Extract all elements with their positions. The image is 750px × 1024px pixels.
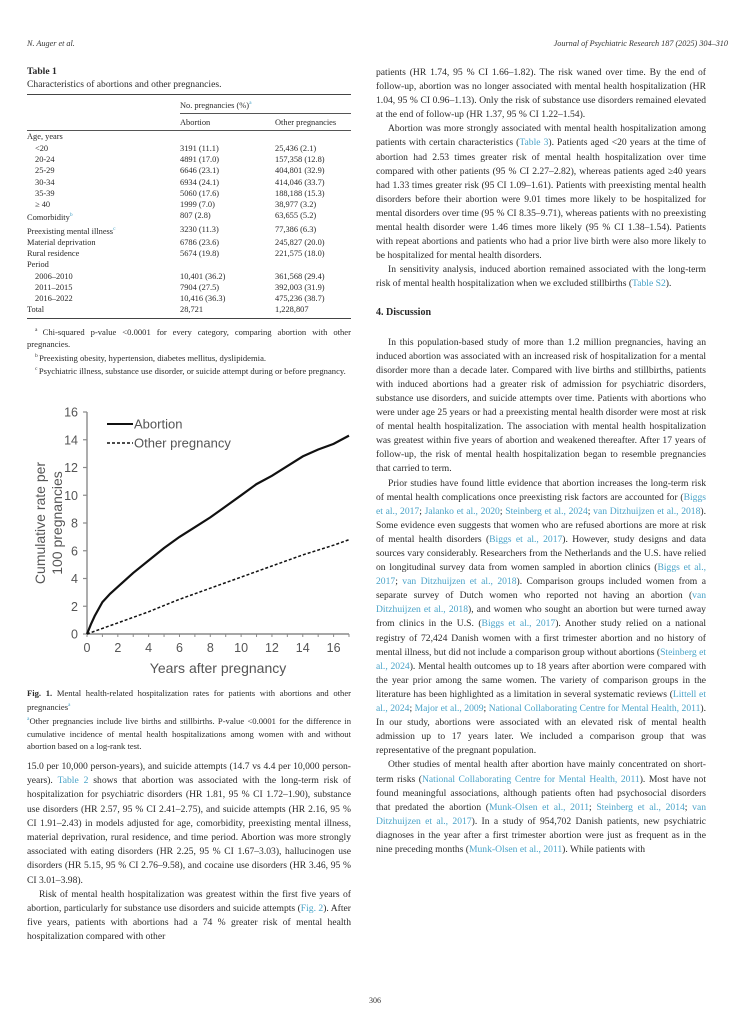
paragraph xyxy=(376,122,706,263)
abortion-value: 4891 (17.0) xyxy=(180,154,220,164)
row-label: Material deprivation xyxy=(27,237,96,247)
paragraph-text: ). xyxy=(665,278,672,290)
y-axis-label: 100 pregnancies xyxy=(49,471,65,575)
footnote-marker[interactable]: b xyxy=(69,212,73,219)
paragraph-text: ; xyxy=(409,703,415,715)
table-label: Table 1 xyxy=(27,66,57,77)
table-caption: Characteristics of abortions and other pregnancies. xyxy=(27,79,222,90)
table-row xyxy=(27,271,351,282)
citation-link[interactable]: Major et al., 2009 xyxy=(414,703,484,715)
abortion-value xyxy=(180,259,275,270)
citation-link[interactable]: van Ditzhuijzen et al., 2017 xyxy=(376,801,706,827)
y-tick-label: 4 xyxy=(71,572,78,586)
section-heading-discussion: 4. Discussion xyxy=(376,306,432,318)
other-value: 361,568 (29.4) xyxy=(275,271,325,281)
table-row xyxy=(27,237,351,248)
paragraph-text: Risk of mental health hospitalization was greatest within the first five years of abortion, particularly for substance use disorders and suicide attempts ( xyxy=(27,888,351,915)
citation-link[interactable]: Steinberg et al., 2014 xyxy=(596,801,685,813)
citation-link[interactable]: Biggs et al., 2017 xyxy=(481,618,556,630)
other-value: 221,575 (18.0) xyxy=(275,248,325,258)
other-value: 245,827 (20.0) xyxy=(275,237,325,247)
abortion-value: 3230 (11.3) xyxy=(180,224,219,234)
paragraph xyxy=(376,758,706,857)
other-value: 157,358 (12.8) xyxy=(275,154,325,164)
y-tick-label: 14 xyxy=(64,433,78,448)
table-row xyxy=(27,188,351,199)
abortion-value: 7904 (27.5) xyxy=(180,282,220,292)
figure-title: Mental health-related hospitalization rates for patients with abortions and other pregnancies xyxy=(27,688,351,713)
row-label: 20-24 xyxy=(35,154,55,164)
paragraph-text: ). Some evidence even suggests that women who are refused abortions are more at risk of mental health disorders ( xyxy=(376,505,706,545)
y-tick-label: 8 xyxy=(71,516,78,531)
y-tick-label: 16 xyxy=(64,405,78,420)
other-value: 38,977 (3.2) xyxy=(275,200,317,210)
abortion-value: 6934 (24.1) xyxy=(180,177,220,187)
citation-link[interactable]: Table 3 xyxy=(519,137,549,149)
other-value: 1,228,807 xyxy=(275,304,351,318)
table-header-abortion: Abortion xyxy=(180,114,275,131)
y-tick-label: 2 xyxy=(71,599,78,614)
other-value xyxy=(275,259,351,270)
table-row xyxy=(27,199,351,210)
table-row xyxy=(27,177,351,188)
paragraph-text: Other studies of mental health after abortion have mainly concentrated on short-term risks ( xyxy=(376,759,706,785)
legend-label: Abortion xyxy=(134,416,183,432)
paragraph-text: ; xyxy=(589,801,597,813)
abortion-value: 5060 (17.6) xyxy=(180,188,220,198)
abortion-value: 3191 (11.1) xyxy=(180,143,219,153)
paragraph-text: ). Patients aged <20 years at the time of abortion had 2.53 times greater risk of mental health hospitalization over time compared with other patients (95 % CI 2.27–2.82), whereas patients aged ≥40 years had 1.33 times greater risk (95 CI 1.09–1.61). Patients with preexisting mental health disorders before their abortion were 9.01 times more likely to be hospitalized for mental disorders over time (95 % CI 8.35–9.71), whereas patients with no preexisting mental health disorder were 1.46 times more likely (95 % CI 1.38–1.54). Patients with repeat abortions and patients who had a prior live birth were also more likely to be hospitalized for mental health disorders. xyxy=(376,137,706,262)
paragraph-text: ; xyxy=(499,505,506,517)
table-row xyxy=(27,154,351,165)
row-label: 2016–2022 xyxy=(35,294,73,304)
paragraph xyxy=(376,477,706,759)
paragraph xyxy=(27,760,351,888)
citation-link[interactable]: Munk-Olsen et al., 2011 xyxy=(468,843,563,855)
table-row xyxy=(27,248,351,259)
citation-link[interactable]: Table S2 xyxy=(632,278,666,290)
x-tick-label: 16 xyxy=(326,641,341,655)
citation-link[interactable]: National Collaborating Centre for Mental Health, 2011 xyxy=(421,773,640,785)
other-value: 414,046 (33.7) xyxy=(275,177,325,187)
citation-link[interactable]: Biggs et al., 2017 xyxy=(376,562,706,588)
table-footnote xyxy=(27,324,351,350)
abortion-value: 5674 (19.8) xyxy=(180,248,220,258)
x-tick-label: 0 xyxy=(83,641,91,655)
characteristics-table xyxy=(27,94,351,319)
right-column-text xyxy=(376,66,706,857)
footnote-marker[interactable]: c xyxy=(113,225,116,232)
other-value: 25,436 (2.1) xyxy=(275,143,317,153)
row-label: Total xyxy=(27,304,180,318)
citation-link[interactable]: van Ditzhuijzen et al., 2018 xyxy=(402,576,517,588)
paragraph-text: ; xyxy=(587,505,594,517)
other-value: 77,386 (6.3) xyxy=(275,224,317,234)
row-label: Rural residence xyxy=(27,248,80,258)
abortion-value: 1999 (7.0) xyxy=(180,200,215,210)
paragraph-text: Abortion was more strongly associated with mental health hospitalization among patients with certain characteristics ( xyxy=(376,123,706,149)
paragraph-text: patients (HR 1.74, 95 % CI 1.66–1.82). The risk waned over time. By the end of follow-up, abortion was no longer associated with mental health hospitalization (HR 1.04, 95 % CI 0.96–1.13). Only the risk of substance use disorders remained elevated at the end of follow-up (HR 1.37, 95 % CI 1.22–1.54). xyxy=(376,67,706,121)
table-header-label xyxy=(27,114,180,131)
other-value: 475,236 (38.7) xyxy=(275,294,325,304)
row-label: Preexisting mental illness$^c$ xyxy=(27,225,116,236)
table-row xyxy=(27,293,351,304)
paragraph-text: ; xyxy=(684,801,693,813)
table-footnote xyxy=(27,363,351,377)
table-group-header: No. pregnancies (%)$^a$ xyxy=(180,95,351,114)
abortion-value: 807 (2.8) xyxy=(180,211,211,221)
paragraph xyxy=(376,66,706,122)
figure-label: Fig. 1. xyxy=(27,688,53,698)
row-label: 35-39 xyxy=(35,188,55,198)
row-label: 2011–2015 xyxy=(35,282,73,292)
abortion-value: 6646 (23.1) xyxy=(180,166,220,176)
table-row xyxy=(27,165,351,176)
paragraph-text: ). In our study, abortions were associated with an elevated risk of mental health admission up to 17 years later. We included a comparison group that was representative of the pregnant population. xyxy=(376,703,706,757)
y-axis-label: Cumulative rate per xyxy=(32,461,48,585)
citation-link[interactable]: Biggs et al., 2017 xyxy=(376,491,706,517)
y-tick-label: 6 xyxy=(71,544,78,559)
citation-link[interactable]: Biggs et al., 2017 xyxy=(489,533,563,545)
x-tick-label: 8 xyxy=(206,641,214,655)
paragraph-text: ). Most have not found meaningful associations, although patients often had psychosocial disorders that predated the abortion ( xyxy=(376,773,706,813)
paragraph xyxy=(376,263,706,291)
paragraph-text: ; xyxy=(419,505,425,517)
table-row xyxy=(27,282,351,293)
paragraph-text: In this population-based study of more than 1.2 million pregnancies, having an induced abortion was associated with an increased risk of hospitalization for a mental disorder more than a decade later. Compared with live births and stillbirths, patients with induced abortions had a greater risk of admission for psychiatric disorders, substance use disorders, and suicide attempts over time. Patients with abortions who were under age 25 years or had a preexisting mental health disorder were most at risk of mental health hospitalization. The association with mental health hospitalization was greatest within five years of abortion and weakened thereafter. After 17 years of follow-up, the risk of mental health hospitalization began to resemble pregnancies that carried to term. xyxy=(376,336,706,475)
row-label: 2006–2010 xyxy=(35,271,73,281)
abortion-value xyxy=(180,131,275,143)
table-row xyxy=(27,210,351,223)
citation-link[interactable]: Fig. 2 xyxy=(300,903,324,915)
citation-link[interactable]: van Ditzhuijzen et al., 2018 xyxy=(593,505,701,517)
left-body-text xyxy=(27,760,351,945)
paragraph-text: shows that abortion was associated with the long-term risk of hospitalization for psychiatric disorders (HR 1.81, 95 % CI 1.72–1.90), substance use disorders (HR 2.57, 95 % CI 2.41–2.75), and suicide attempts (HR 2.16, 95 % CI 1.91–2.43) in models adjusted for age, comorbidity, preexisting mental illness, material deprivation, rural residence, and time period. Abortion was more strongly associated with eating disorders (HR 2.25, 95 % CI 1.67–3.03), hallucinogen use disorders (HR 5.15, 95 % CI 2.76–9.58), and cocaine use disorders (HR 3.46, 95 % CI 3.01–3.98). xyxy=(27,775,351,886)
row-label: Age, years xyxy=(27,132,63,142)
paragraph-text: ). While patients with xyxy=(562,843,646,855)
other-value xyxy=(275,131,351,143)
citation-link[interactable]: National Collaborating Centre for Mental Health, 2011 xyxy=(488,703,701,715)
page-number: 306 xyxy=(369,996,381,1005)
footnote-text: Psychiatric illness, substance use disorder, or suicide attempt during or before pregnancy. xyxy=(38,366,346,377)
citation-link[interactable]: Steinberg et al., 2024 xyxy=(505,505,588,517)
footnote-text: Chi-squared p-value <0.0001 for every category, comparing abortion with other pregnancies. xyxy=(27,326,351,349)
x-axis-label: Years after pregnancy xyxy=(149,660,287,676)
abortion-value: 28,721 xyxy=(180,304,275,318)
row-label: ≥ 40 xyxy=(35,200,51,210)
other-value: 392,003 (31.9) xyxy=(275,282,325,292)
paragraph-text: ), and women who sought an abortion but were turned away from clinics in the U.S. ( xyxy=(376,604,706,630)
abortion-value: 10,401 (36.2) xyxy=(180,271,226,281)
paragraph xyxy=(27,888,351,945)
figure-note: Other pregnancies include live births and stillbirths. P-value <0.0001 for the difference in cumulative incidence of mental health hospitalizations among women with and without abortion based on a log-rank test. xyxy=(27,716,351,751)
running-header-journal: Journal of Psychiatric Research 187 (2025) 304–310 xyxy=(553,39,728,48)
other-value: 63,655 (5.2) xyxy=(275,211,317,221)
x-tick-label: 14 xyxy=(295,641,310,655)
citation-link[interactable]: van Ditzhuijzen et al., 2018 xyxy=(376,590,706,616)
footnote-mark: b xyxy=(35,352,40,359)
paragraph-text: In sensitivity analysis, induced abortion remained associated with the long-term risk of mental health hospitalization when we excluded stillbirths ( xyxy=(376,264,706,290)
abortion-value: 10,416 (36.3) xyxy=(180,294,226,304)
paragraph-text: ). In a study of 954,702 Danish patients, new psychiatric diagnoses in the year after a first trimester abortion were just as frequent as in the nine preceding months ( xyxy=(376,815,706,855)
y-tick-label: 10 xyxy=(64,488,78,503)
row-label: 25-29 xyxy=(35,166,55,176)
table-row xyxy=(27,143,351,154)
table-footnotes xyxy=(27,324,351,378)
table-row xyxy=(27,224,351,237)
paragraph-text: ; xyxy=(395,576,403,588)
y-tick-label: 12 xyxy=(64,461,78,475)
table-footnote xyxy=(27,350,351,364)
paragraph-text: ). However, study designs and data sources vary considerably. Researchers from the Netherlands and the U.S. have relied on longitudinal survey data from women sampled in abortion clinics ( xyxy=(376,533,707,574)
citation-link[interactable]: Littell et al., 2024 xyxy=(376,688,706,715)
series-line-other-pregnancy xyxy=(87,540,349,634)
table-row xyxy=(27,131,351,143)
citation-link[interactable]: Jalanko et al., 2020 xyxy=(424,505,500,517)
paragraph-text: ). After five years, patients with abortions had a 74 % greater risk of mental health hospitalization compared with other xyxy=(27,903,351,943)
table-1-block xyxy=(27,66,351,377)
row-label: Period xyxy=(27,260,49,270)
citation-link[interactable]: Munk-Olsen et al., 2011 xyxy=(489,801,589,813)
footnote-text: Preexisting obesity, hypertension, diabetes mellitus, dyslipidemia. xyxy=(39,352,267,363)
paragraph-text: ). Another study relied on a national registry of 72,424 Danish women with a first trimester abortion and no history of mental illness, but did not include a comparison group without abortions ( xyxy=(376,618,706,658)
other-value: 188,188 (15.3) xyxy=(275,188,325,198)
footnote-mark: a xyxy=(35,326,43,333)
paragraph-text: ; xyxy=(483,703,489,715)
row-label: Comorbidity$^b$ xyxy=(27,212,73,223)
table-header-other: Other pregnancies xyxy=(275,114,351,131)
abortion-value: 6786 (23.6) xyxy=(180,237,220,247)
figure-1-chart xyxy=(27,402,357,687)
x-tick-label: 6 xyxy=(175,641,183,655)
footnote-mark: c xyxy=(35,366,39,373)
x-tick-label: 4 xyxy=(145,641,153,655)
table-body xyxy=(27,131,351,318)
paragraph-text: ). Comparison groups included women from a separate survey of Dutch women who reported not having an abortion ( xyxy=(376,576,706,602)
citation-link[interactable]: Steinberg et al., 2024 xyxy=(376,646,706,672)
table-row xyxy=(27,259,351,270)
paragraph-text: 15.0 per 10,000 person-years), and suicide attempts (14.7 vs 4.4 per 10,000 person-years). xyxy=(27,761,351,787)
citation-link[interactable]: Table 2 xyxy=(57,775,89,787)
legend-label: Other pregnancy xyxy=(134,435,231,451)
figure-1-caption: Fig. 1. Mental health-related hospitalization rates for patients with abortions and other pregnancies$^a$ $^a$Other pregnancies include live births and stillbirths. P-value <0.0001 for the difference in cumulative incidence of mental health hospitalizations among women with and without abortion based on a log-rank test. xyxy=(27,688,351,751)
x-tick-label: 10 xyxy=(234,641,249,655)
paragraph-text: ). Mental health outcomes up to 18 years after abortion were compared with the year prior among the same women. The variety of comparison groups in the literature has been highlighted as a limitation in several systematic reviews ( xyxy=(376,660,706,700)
y-tick-label: 0 xyxy=(71,627,78,642)
line-chart xyxy=(27,402,357,687)
paragraph-text: Prior studies have found little evidence that abortion increases the long-term risk of mental health complications once preexisting risk factors are accounted for ( xyxy=(376,477,706,503)
table-row xyxy=(27,304,351,318)
other-value: 404,801 (32.9) xyxy=(275,166,325,176)
row-label: <20 xyxy=(35,143,49,153)
running-header-authors: N. Auger et al. xyxy=(27,39,75,48)
row-label: 30-34 xyxy=(35,177,55,187)
paragraph xyxy=(376,336,706,477)
x-tick-label: 12 xyxy=(264,641,279,655)
x-tick-label: 2 xyxy=(114,641,122,655)
series-line-abortion xyxy=(87,436,349,634)
